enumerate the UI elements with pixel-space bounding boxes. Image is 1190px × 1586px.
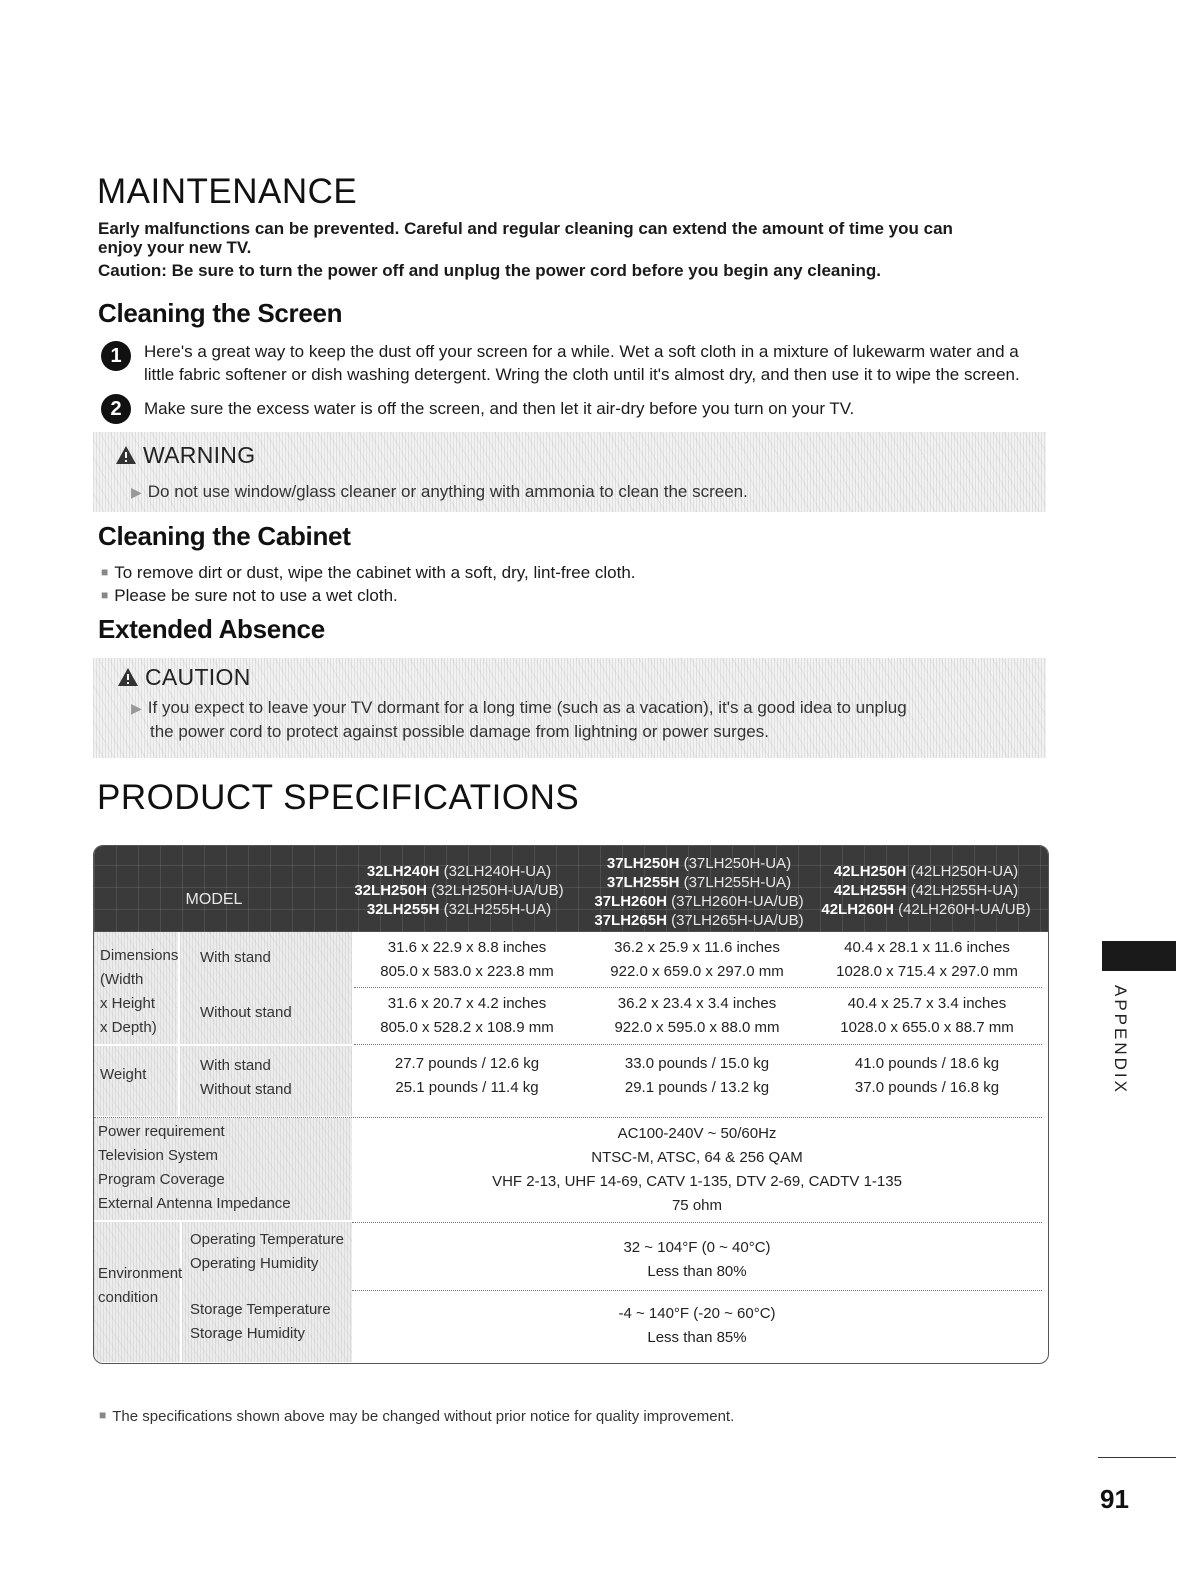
dim-without-stand-label: Without stand (200, 1004, 292, 1021)
warning-text: Do not use window/glass cleaner or anything with ammonia to clean the screen. (147, 482, 748, 501)
caution-box (93, 658, 1046, 758)
caution-heading (117, 664, 251, 691)
arrow-icon: ▶ (131, 700, 142, 716)
caution-text (131, 696, 907, 744)
maintenance-title: MAINTENANCE (97, 172, 358, 211)
footnote-text: The specifications shown above may be changed without prior notice for quality improvement. (112, 1408, 735, 1425)
warning-box (93, 432, 1046, 512)
model-2b: 37LH255H (37LH255H-UA) (606, 874, 792, 891)
warning-line (131, 480, 748, 504)
cleaning-screen-title: Cleaning the Screen (98, 298, 343, 328)
dim-with-stand-label: With stand (200, 949, 271, 966)
model-2d: 37LH265H (37LH265H-UA/UB) (594, 912, 804, 929)
model-header: MODEL (185, 891, 243, 908)
step-1-line-2: little fabric softener or dish washing detergent. Wring the cloth until it's almost dry, and then use it to wipe the screen. (144, 365, 1020, 384)
weight-without-stand-label: Without stand (200, 1081, 292, 1098)
dim-with-col2: 36.2 x 25.9 x 11.6 inches 922.0 x 659.0 x 297.0 mm (610, 939, 784, 980)
arrow-icon: ▶ (131, 484, 142, 500)
caution-title: CAUTION (145, 664, 251, 690)
weight-with-stand-label: With stand (200, 1057, 271, 1074)
page-number-rule (1098, 1457, 1176, 1458)
model-col-2 (569, 854, 829, 930)
intro-line-2: enjoy your new TV. (98, 238, 252, 257)
cabinet-item-2 (101, 584, 398, 607)
model-3b: 42LH255H (42LH255H-UA) (833, 882, 1019, 899)
step-1-text (144, 340, 1020, 386)
divider (354, 987, 1042, 988)
step-2-number-icon: 2 (101, 394, 131, 424)
model-col-1 (334, 862, 584, 919)
dim-without-col3: 40.4 x 25.7 x 3.4 inches 1028.0 x 655.0 x 88.7 mm (840, 995, 1014, 1036)
model-1b: 32LH250H (32LH250H-UA/UB) (354, 882, 564, 899)
common-spec-labels: Power requirement Television System Program Coverage External Antenna Impedance (98, 1123, 291, 1212)
weight-label: Weight (100, 1066, 147, 1083)
footnote (99, 1408, 734, 1425)
spec-table (93, 845, 1049, 1364)
cabinet-item-2-text: Please be sure not to use a wet cloth. (114, 586, 398, 605)
warning-heading (115, 442, 255, 469)
cabinet-item-1 (101, 561, 636, 584)
warning-title: WARNING (143, 442, 256, 468)
common-spec-values: AC100-240V ~ 50/60Hz NTSC-M, ATSC, 64 & 256 QAM VHF 2-13, UHF 14-69, CATV 1-135, DTV 2-69, CADTV 1-135 75 ohm (492, 1125, 902, 1214)
model-1a: 32LH240H (32LH240H-UA) (366, 863, 552, 880)
model-2a: 37LH250H (37LH250H-UA) (606, 855, 792, 872)
model-2c: 37LH260H (37LH260H-UA/UB) (594, 893, 804, 910)
model-col-3 (806, 862, 1046, 919)
intro-line-1: Early malfunctions can be prevented. Careful and regular cleaning can extend the amount of time you can (98, 219, 953, 238)
step-1-number-icon: 1 (101, 341, 131, 371)
page-number: 91 (1100, 1484, 1129, 1514)
caution-line-2: the power cord to protect against possible damage from lightning or power surges. (150, 722, 769, 741)
warning-icon (115, 445, 137, 465)
caution-line-1: If you expect to leave your TV dormant for a long time (such as a vacation), it's a good idea to unplug (147, 698, 907, 717)
bullet-icon: ■ (101, 588, 109, 602)
bullet-icon: ■ (99, 1408, 107, 1422)
env-storage-labels: Storage Temperature Storage Humidity (190, 1301, 331, 1342)
dimensions-label: Dimensions (Width x Height x Depth) (100, 947, 179, 1036)
dim-with-col1: 31.6 x 22.9 x 8.8 inches 805.0 x 583.0 x 223.8 mm (380, 939, 554, 980)
weight-col1: 27.7 pounds / 12.6 kg 25.1 pounds / 11.4 kg (394, 1055, 540, 1096)
divider (352, 1222, 1042, 1223)
weight-col2: 33.0 pounds / 15.0 kg 29.1 pounds / 13.2 kg (624, 1055, 770, 1096)
dim-without-col1: 31.6 x 20.7 x 4.2 inches 805.0 x 528.2 x 108.9 mm (380, 995, 554, 1036)
extended-absence-title: Extended Absence (98, 614, 325, 644)
divider (352, 1290, 1042, 1291)
divider (354, 1044, 1042, 1045)
bullet-icon: ■ (101, 565, 109, 579)
divider (94, 1117, 1042, 1118)
model-3c: 42LH260H (42LH260H-UA/UB) (821, 901, 1031, 918)
caution-icon (117, 667, 139, 687)
model-3a: 42LH250H (42LH250H-UA) (833, 863, 1019, 880)
env-operating-labels: Operating Temperature Operating Humidity (190, 1231, 344, 1272)
step-1-line-1: Here's a great way to keep the dust off your screen for a while. Wet a soft cloth in a mixture of lukewarm water and a (144, 342, 1019, 361)
appendix-label-text: APPENDIX (1111, 985, 1130, 1095)
environment-label: Environment condition (98, 1265, 183, 1306)
step-2-text: Make sure the excess water is off the screen, and then let it air-dry before you turn on your TV. (144, 399, 855, 418)
dim-with-col3: 40.4 x 28.1 x 11.6 inches 1028.0 x 715.4 x 297.0 mm (836, 939, 1018, 980)
maintenance-caution-line: Caution: Be sure to turn the power off and unplug the power cord before you begin any cleaning. (98, 261, 881, 280)
env-operating-values: 32 ~ 104°F (0 ~ 40°C) Less than 80% (623, 1239, 771, 1280)
env-storage-values: -4 ~ 140°F (-20 ~ 60°C) Less than 85% (618, 1305, 776, 1346)
dim-without-col2: 36.2 x 23.4 x 3.4 inches 922.0 x 595.0 x 88.0 mm (614, 995, 780, 1036)
appendix-label (1100, 985, 1130, 1105)
maintenance-intro (98, 219, 1058, 257)
appendix-tab-marker (1102, 941, 1176, 971)
specs-title: PRODUCT SPECIFICATIONS (97, 778, 580, 817)
cleaning-cabinet-title: Cleaning the Cabinet (98, 521, 351, 551)
model-1c: 32LH255H (32LH255H-UA) (366, 901, 552, 918)
weight-col3: 41.0 pounds / 18.6 kg 37.0 pounds / 16.8 kg (854, 1055, 1000, 1096)
cabinet-item-1-text: To remove dirt or dust, wipe the cabinet with a soft, dry, lint-free cloth. (114, 563, 636, 582)
